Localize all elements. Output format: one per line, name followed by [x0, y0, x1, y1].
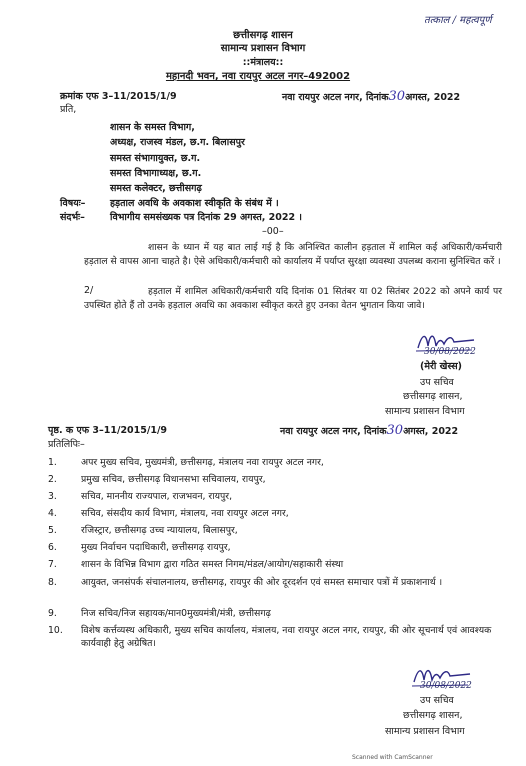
- urgent-note: तत्काल / महत्वपूर्ण: [424, 15, 492, 26]
- letter-date: [282, 91, 460, 104]
- reference-label: संदर्भः–: [60, 212, 85, 223]
- office-address: महानदी भवन, नवा रायपुर अटल नगर–492002: [165, 71, 351, 82]
- item-number: 8.: [48, 577, 57, 588]
- signatory-government: छत्तीसगढ़ शासन,: [403, 391, 463, 402]
- recipient-line: अध्यक्ष, राजस्व मंडल, छ.ग. बिलासपुर: [110, 137, 245, 148]
- to-label: प्रति,: [60, 104, 77, 115]
- paragraph-2: हड़ताल में शामिल अधिकारी/कर्मचारी यदि दिनांक 01 सितंबर या 02 सितंबर 2022 को अपने कार्य पर उपस्थित होते हैं तो उनके हड़ताल अवधि का अवकाश स्वीकृत करते हुए उनका वेतन भुगतान किया जावे।: [84, 286, 502, 311]
- signature-date-2: 30/08/2022: [420, 681, 472, 691]
- item-text: अपर मुख्य सचिव, मुख्यमंत्री, छत्तीसगढ़, मंत्रालय नवा रायपुर अटल नगर,: [81, 457, 324, 468]
- recipient-line: शासन के समस्त विभाग,: [110, 122, 195, 133]
- subject-label: विषयः–: [60, 198, 86, 209]
- item-number: 2.: [48, 474, 57, 485]
- item-number: 7.: [48, 559, 57, 570]
- item-number: 3.: [48, 491, 57, 502]
- signatory-name: (मेरी खेस्स): [420, 361, 463, 372]
- date-month-year: अगस्त, 2022: [403, 426, 459, 437]
- item-number: 9.: [48, 608, 57, 619]
- endorsement-date: [280, 425, 458, 438]
- signature-date-1: 30/08/2022: [424, 347, 476, 357]
- handwritten-day: 30: [386, 423, 404, 438]
- separator: –00–: [262, 226, 284, 237]
- ministry-heading: ::मंत्रालय::: [242, 57, 284, 68]
- signatory-designation: उप सचिव: [420, 377, 454, 388]
- endorsement-number: पृष्ठ. क एफ 3–11/2015/1/9: [48, 425, 168, 436]
- date-place-text: नवा रायपुर अटल नगर, दिनांक: [282, 92, 389, 103]
- item-number: 5.: [48, 525, 57, 536]
- signatory-department: सामान्य प्रशासन विभाग: [385, 406, 465, 417]
- signatory-department: सामान्य प्रशासन विभाग: [385, 726, 465, 737]
- item-text: शासन के विभिन्न विभाग द्वारा गठित समस्त निगम/मंडल/आयोग/सहाकारी संस्था: [81, 559, 344, 570]
- signatory-designation: उप सचिव: [420, 695, 454, 706]
- government-heading: छत्तीसगढ़ शासन: [233, 30, 293, 41]
- item-text: विशेष कर्त्तव्यस्थ अधिकारी, मुख्य सचिव कार्यालय, मंत्रालय, नवा रायपुर अटल नगर, रायपुर, की ओर सूचनार्थ एवं आवश्यक कार्यवाही हेतु अग्रेषित।: [81, 625, 492, 649]
- paragraph-1: शासन के ध्यान में यह बात लाई गई है कि अनिश्चित कालीन हड़ताल में शामिल कई अधिकारी/कर्मचारी हड़ताल से वापस आना चाहते है। ऐसे अधिकारी/कर्मचारी को कार्यालय में पर्याप्त सुरक्षा व्यवस्था उपलब्ध कराना सुनिश्चित करें ।: [84, 242, 502, 267]
- recipient-line: समस्त विभागाध्यक्ष, छ.ग.: [110, 168, 202, 179]
- item-text: सचिव, संसदीय कार्य विभाग, मंत्रालय, नवा रायपुर अटल नगर,: [81, 508, 289, 519]
- reference-text: विभागीय समसंख्यक पत्र दिनांक 29 अगस्त, 2022 ।: [110, 212, 303, 223]
- item-number: 4.: [48, 508, 57, 519]
- item-text: मुख्य निर्वाचन पदाधिकारी, छत्तीसगढ़ रायपुर,: [81, 542, 231, 553]
- item-text: निज सचिव/निज सहायक/मान0मुख्यमंत्री/मंत्री, छत्तीसगढ़: [81, 608, 271, 619]
- item-text: सचिव, माननीय राज्यपाल, राजभवन, रायपुर,: [81, 491, 233, 502]
- date-month-year: अगस्त, 2022: [405, 92, 461, 103]
- handwritten-day: 30: [388, 89, 406, 104]
- recipient-line: समस्त संभागायुक्त, छ.ग.: [110, 153, 201, 164]
- item-text: प्रमुख सचिव, छत्तीसगढ़ विधानसभा सचिवालय, रायपुर,: [81, 474, 266, 485]
- item-text: आयुक्त, जनसंपर्क संचालनालय, छत्तीसगढ़, रायपुर की ओर दूरदर्शन एवं समस्त समाचार पत्रों में प्रकाशनार्थ ।: [81, 577, 443, 588]
- item-number: 10.: [48, 625, 63, 636]
- subject-text: हड़ताल अवधि के अवकाश स्वीकृति के संबंध में ।: [110, 198, 279, 209]
- item-number: 1.: [48, 457, 57, 468]
- signatory-government: छत्तीसगढ़ शासन,: [403, 710, 463, 721]
- recipient-line: समस्त कलेक्टर, छत्तीसगढ़: [110, 183, 202, 194]
- copy-label: प्रतिलिपिः–: [48, 439, 85, 450]
- letter-number: क्रमांक एफ 3–11/2015/1/9: [60, 91, 177, 102]
- item-text: रजिस्ट्रार, छत्तीसगढ़ उच्च न्यायालय, बिलासपुर,: [81, 525, 238, 536]
- date-place-text: नवा रायपुर अटल नगर, दिनांक: [280, 426, 387, 437]
- paragraph-2-number: 2/: [84, 285, 94, 296]
- department-heading: सामान्य प्रशासन विभाग: [220, 43, 306, 54]
- scanner-watermark: Scanned with CamScanner: [352, 754, 433, 761]
- item-number: 6.: [48, 542, 57, 553]
